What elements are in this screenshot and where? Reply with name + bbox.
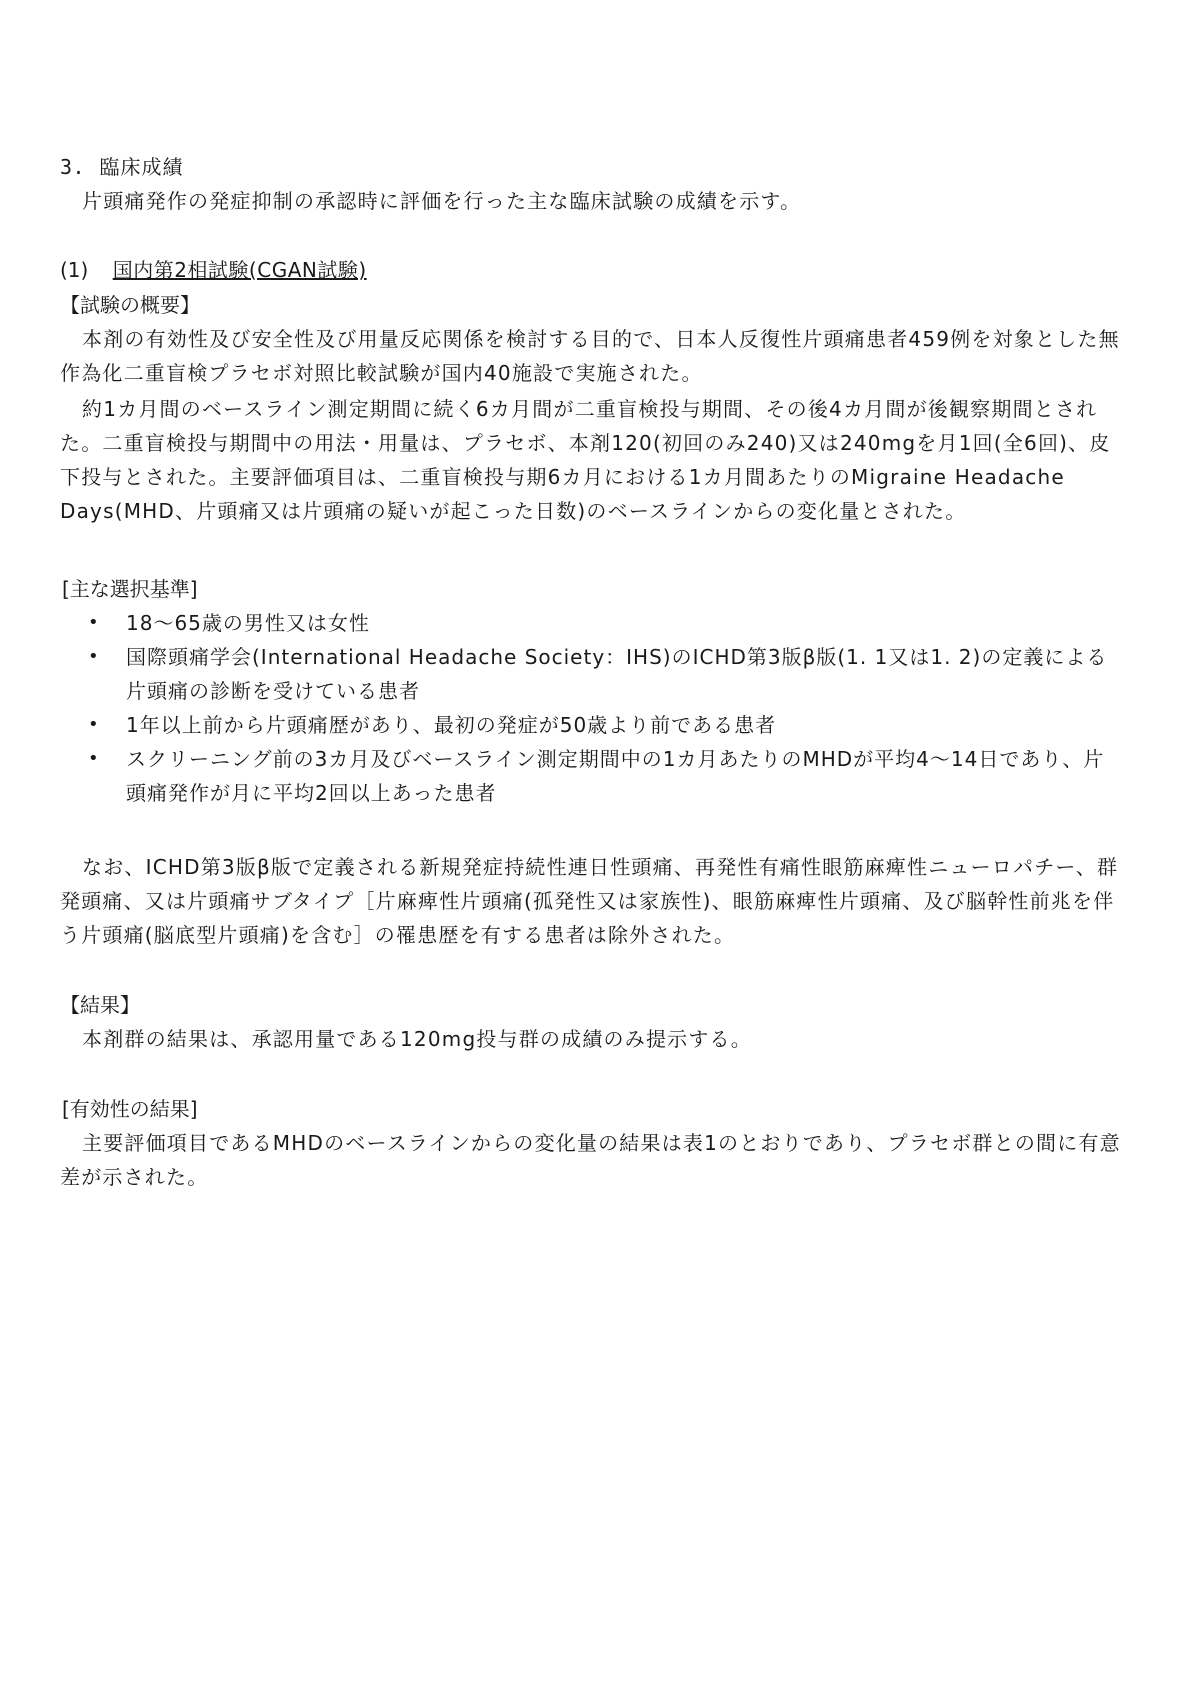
results-note: 本剤群の結果は、承認用量である120mg投与群の成績のみ提示する。 (82, 1027, 752, 1051)
study-heading (60, 253, 367, 287)
criteria-item (60, 708, 1124, 742)
bullet-icon: • (88, 748, 100, 769)
criteria-list (60, 606, 1124, 810)
criteria-item-text: 18～65歳の男性又は女性 (126, 611, 370, 635)
overview-heading: 【試験の概要】 (60, 293, 200, 317)
criteria-item (60, 606, 1124, 640)
criteria-item-text: 国際頭痛学会(International Headache Society：IHS)のICHD第3版β版(1. 1又は1. 2)の定義による片頭痛の診断を受けている患者 (126, 645, 1108, 703)
overview-paragraph-2: 約1カ月間のベースライン測定期間に続く6カ月間が二重盲検投与期間、その後4カ月間が後観察期間とされた。二重盲検投与期間中の用法・用量は、プラセボ、本剤120(初回のみ240)又は240mgを月1回(全6回)、皮下投与とされた。主要評価項目は、二重盲検投与期6カ月における1カ月間あたりのMigraine Headache Days(MHD、片頭痛又は片頭痛の疑いが起こった日数)のベースラインからの変化量とされた。 (60, 397, 1111, 523)
section-number: 3. (60, 155, 86, 179)
bullet-icon: • (88, 714, 100, 735)
bullet-icon: • (88, 646, 100, 667)
criteria-item-text: スクリーニング前の3カ月及びベースライン測定期間中の1カ月あたりのMHDが平均4～14日であり、片頭痛発作が月に平均2回以上あった患者 (126, 747, 1105, 805)
criteria-heading: [主な選択基準] (62, 577, 198, 601)
section-intro: 片頭痛発作の発症抑制の承認時に評価を行った主な臨床試験の成績を示す。 (82, 189, 802, 213)
bullet-icon: • (88, 612, 100, 633)
criteria-item-text: 1年以上前から片頭痛歴があり、最初の発症が50歳より前である患者 (126, 713, 777, 737)
exclusion-paragraph: なお、ICHD第3版β版で定義される新規発症持続性連日性頭痛、再発性有痛性眼筋麻痺性ニューロパチー、群発頭痛、又は片頭痛サブタイプ［片麻痺性片頭痛(孤発性又は家族性)、眼筋麻痺性片頭痛、及び脳幹性前兆を伴う片頭痛(脳底型片頭痛)を含む］の罹患歴を有する患者は除外された。 (60, 855, 1119, 947)
efficacy-paragraph: 主要評価項目であるMHDのベースラインからの変化量の結果は表1のとおりであり、プラセボ群との間に有意差が示された。 (60, 1131, 1121, 1189)
study-number: (1) (60, 258, 89, 282)
overview-paragraph-1: 本剤の有効性及び安全性及び用量反応関係を検討する目的で、日本人反復性片頭痛患者459例を対象とした無作為化二重盲検プラセボ対照比較試験が国内40施設で実施された。 (60, 327, 1120, 385)
section-title: 臨床成績 (99, 155, 184, 179)
study-title: 国内第2相試験(CGAN試験) (112, 258, 367, 282)
criteria-item (60, 640, 1124, 708)
criteria-item (60, 742, 1124, 810)
efficacy-heading: [有効性の結果] (62, 1097, 198, 1121)
section-heading (60, 150, 183, 184)
results-heading: 【結果】 (60, 993, 140, 1017)
